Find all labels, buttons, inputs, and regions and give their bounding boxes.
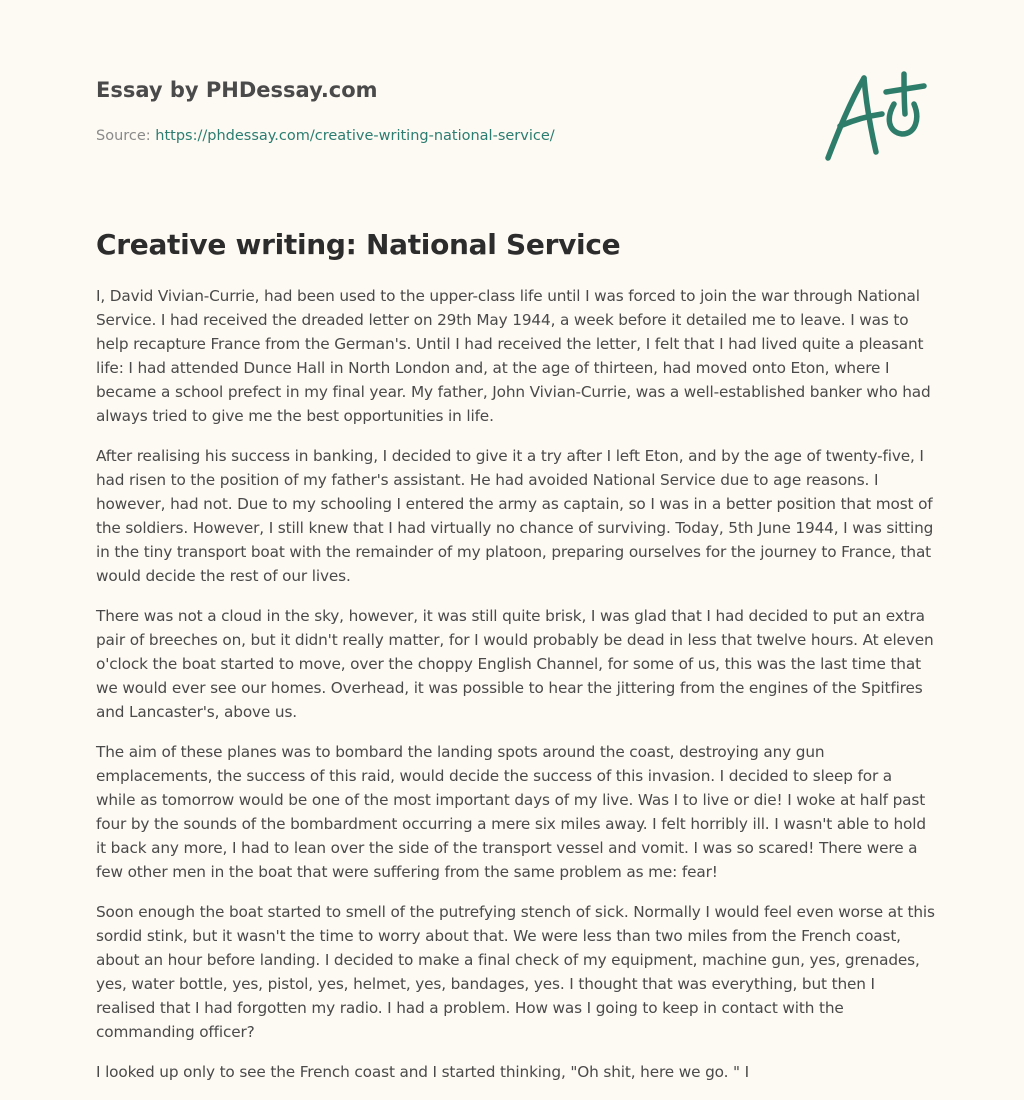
- a-plus-logo-icon: [820, 66, 930, 166]
- essay-paragraph: After realising his success in banking, I decided to give it a try after I left Eton, and by the age of twenty-five, I had risen to the position of my father's assistant. He had avoided National Service due to age reasons. I however, had not. Due to my schooling I entered the army as captain, so I was in a better position that most of the soldiers. However, I still knew that I had virtually no chance of surviving. Today, 5th June 1944, I was sitting in the tiny transport boat with the remainder of my platoon, preparing ourselves for the journey to France, that would decide the rest of our lives.: [96, 447, 934, 585]
- essay-title: Creative writing: National Service: [96, 228, 621, 261]
- essay-paragraph: I looked up only to see the French coast and I started thinking, "Oh shit, here we go. " I: [96, 1063, 749, 1081]
- brand-title: Essay by PHDessay.com: [96, 78, 378, 102]
- essay-paragraph: The aim of these planes was to bombard the landing spots around the coast, destroying any gun emplacements, the success of this raid, would decide the success of this invasion. I decided to sleep for a while as tomorrow would be one of the most important days of my live. Was I to live or die! I woke at half past four by the sounds of the bombardment occurring a mere six miles away. I felt horribly ill. I wasn't able to hold it back any more, I had to lean over the side of the transport vessel and vomit. I was so scared! There were a few other men in the boat that were suffering from the same problem as me: fear!: [96, 743, 926, 881]
- a-plus-logo: [820, 66, 930, 166]
- essay-body: [96, 284, 936, 1100]
- essay-paragraph: There was not a cloud in the sky, however, it was still quite brisk, I was glad that I had decided to put an extra pair of breeches on, but it didn't really matter, for I would probably be dead in less that twelve hours. At eleven o'clock the boat started to move, over the choppy English Channel, for some of us, this was the last time that we would ever see our homes. Overhead, it was possible to hear the jittering from the engines of the Spitfires and Lancaster's, above us.: [96, 607, 934, 721]
- essay-paragraph: I, David Vivian-Currie, had been used to the upper-class life until I was forced to join the war through National Service. I had received the dreaded letter on 29th May 1944, a week before it detailed me to leave. I was to help recapture France from the German's. Until I had received the letter, I felt that I had lived quite a pleasant life: I had attended Dunce Hall in North London and, at the age of thirteen, had moved onto Eton, where I became a school prefect in my final year. My father, John Vivian-Currie, was a well-established banker who had always tried to give me the best opportunities in life.: [96, 287, 931, 425]
- essay-paragraph: Soon enough the boat started to smell of the putrefying stench of sick. Normally I would feel even worse at this sordid stink, but it wasn't the time to worry about that. We were less than two miles from the French coast, about an hour before landing. I decided to make a final check of my equipment, machine gun, yes, grenades, yes, water bottle, yes, pistol, yes, helmet, yes, bandages, yes. I thought that was everything, but then I realised that I had forgotten my radio. I had a problem. How was I going to keep in contact with the commanding officer?: [96, 903, 935, 1041]
- page-header: [96, 76, 796, 146]
- source-label: Source:: [96, 128, 151, 144]
- source-line: [96, 126, 796, 146]
- source-link[interactable]: https://phdessay.com/creative-writing-national-service/: [155, 128, 555, 144]
